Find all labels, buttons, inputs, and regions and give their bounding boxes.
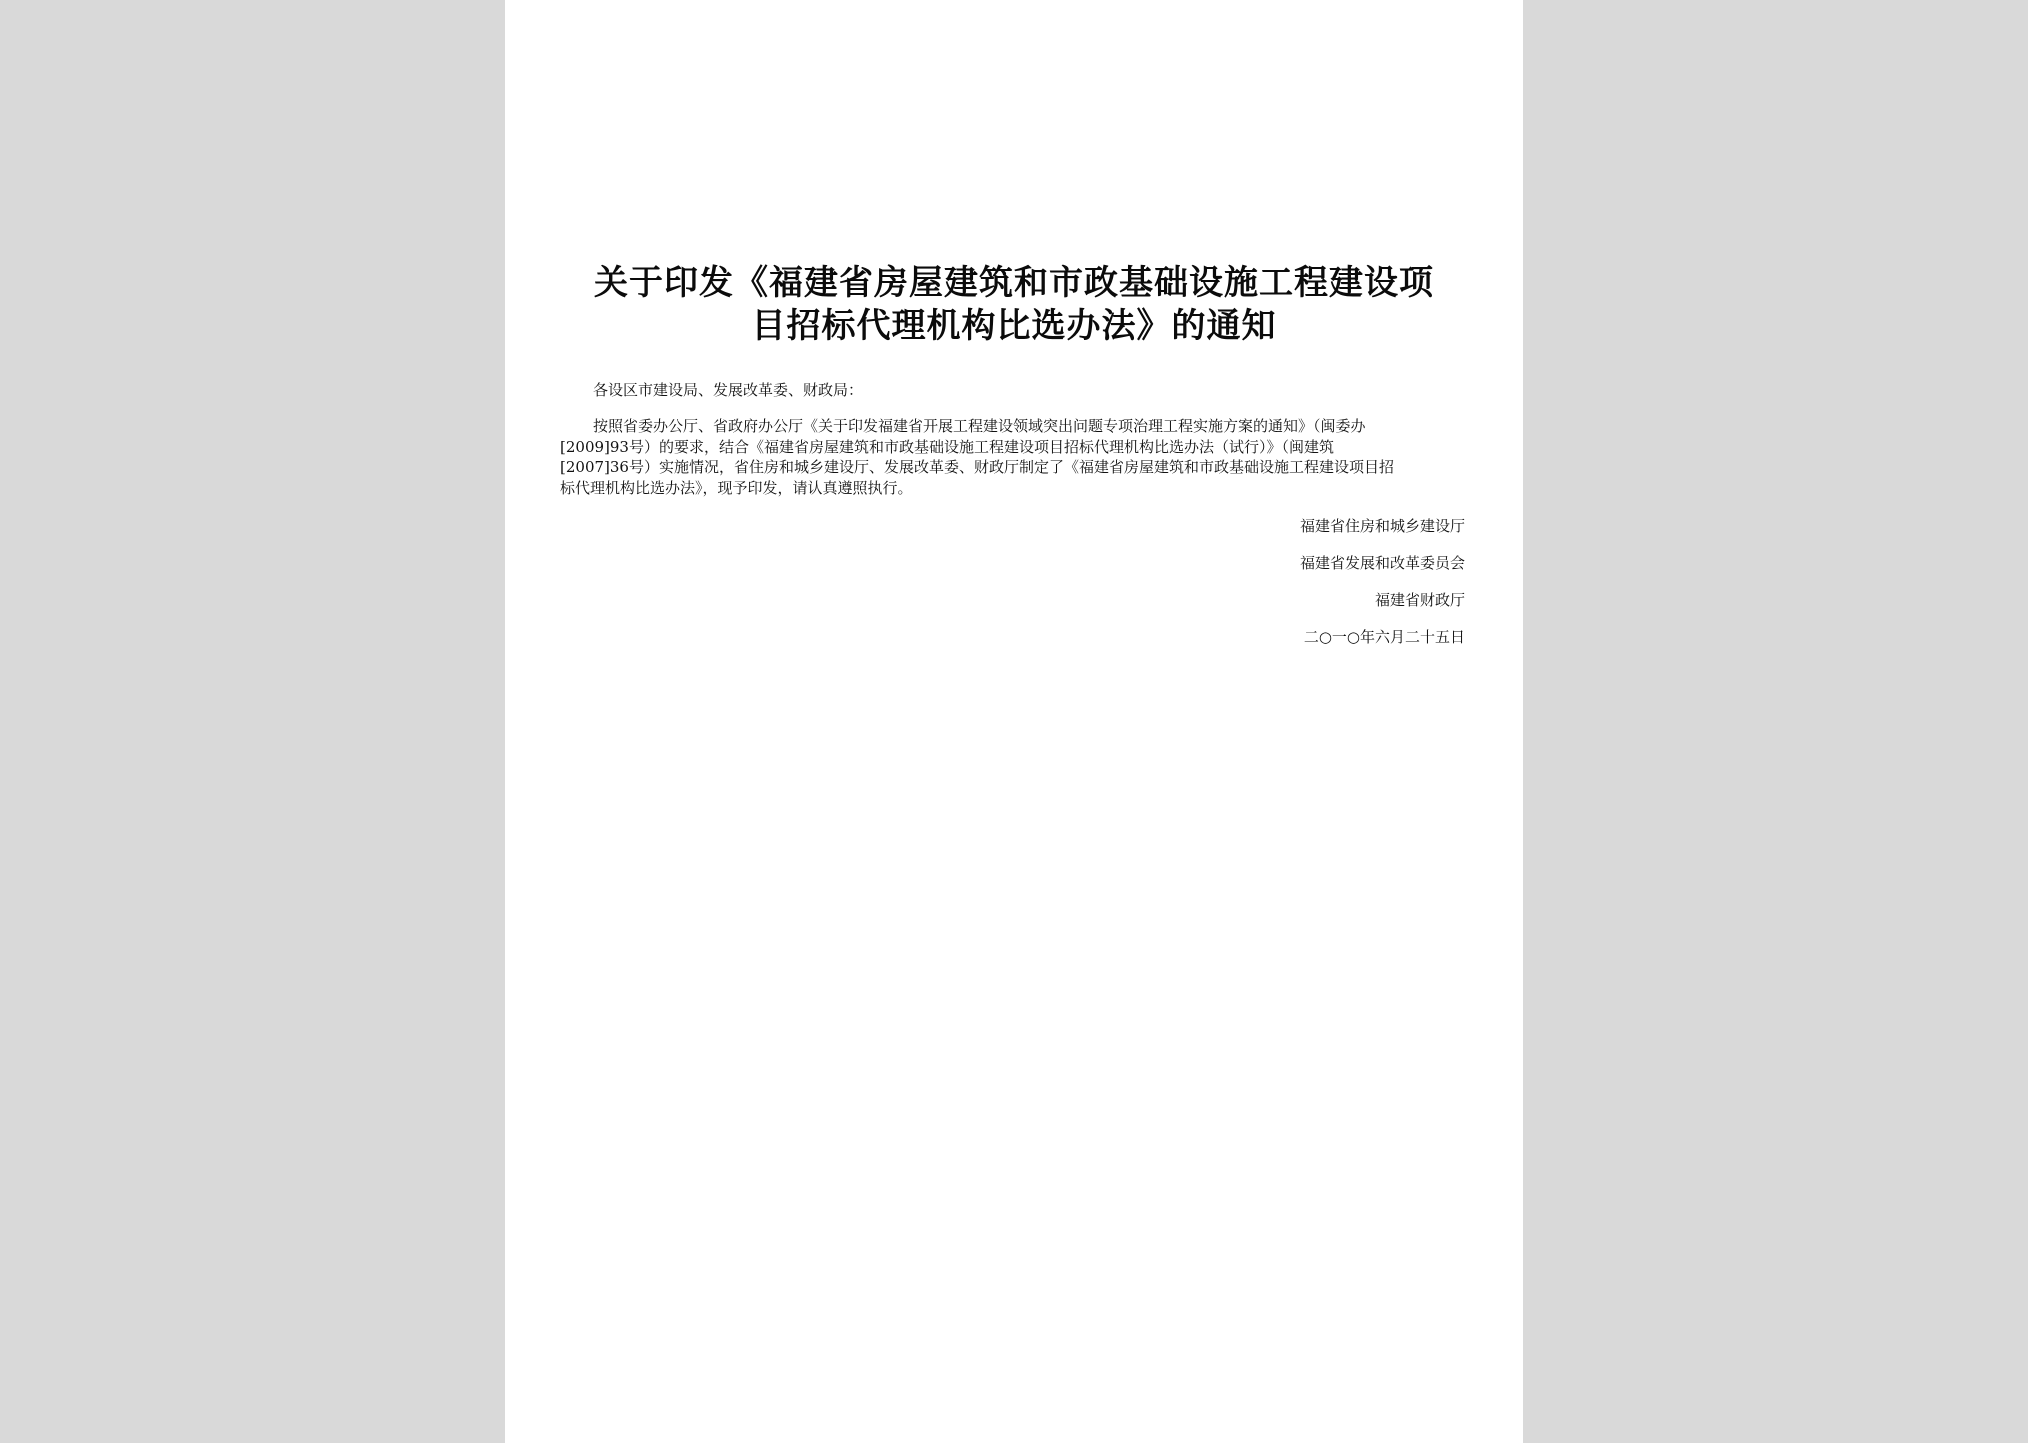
body-line-1: 按照省委办公厅、省政府办公厅《关于印发福建省开展工程建设领域突出问题专项治理工程实施方案的通知》（闽委办 <box>593 417 1366 435</box>
signatory-housing-department: 福建省住房和城乡建设厅 <box>1299 517 1465 535</box>
title-line-2: 目招标代理机构比选办法》的通知 <box>751 306 1277 346</box>
signatory-finance-department: 福建省财政厅 <box>1374 591 1465 609</box>
salutation: 各设区市建设局、发展改革委、财政局： <box>593 381 864 399</box>
body-line-2: [2009]93号）的要求，结合《福建省房屋建筑和市政基础设施工程建设项目招标代理机构比选办法（试行）》（闽建筑 <box>560 437 1334 456</box>
body-line-3: [2007]36号）实施情况，省住房和城乡建设厅、发展改革委、财政厅制定了《福建省房屋建筑和市政基础设施工程建设项目招 <box>560 458 1394 476</box>
title-line-1: 关于印发《福建省房屋建筑和市政基础设施工程建设项 <box>594 263 1434 303</box>
body-paragraph <box>560 416 1465 498</box>
document-page <box>505 0 1523 1443</box>
document-date: 二○一○年六月二十五日 <box>1303 628 1465 646</box>
document-title <box>565 262 1463 348</box>
signatory-development-commission: 福建省发展和改革委员会 <box>1299 554 1465 572</box>
body-line-4: 标代理机构比选办法》，现予印发，请认真遵照执行。 <box>560 478 913 497</box>
